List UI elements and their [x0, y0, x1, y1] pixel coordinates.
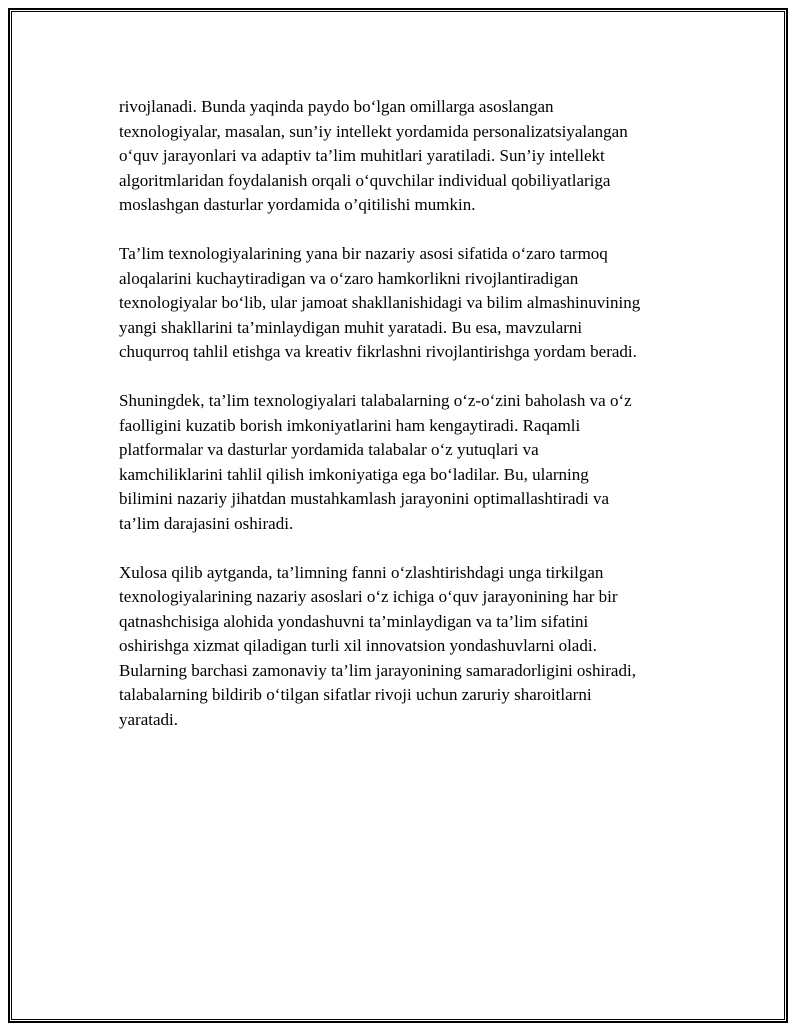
paragraph-4: Xulosa qilib aytganda, ta’limning fanni o‘zlashtirishdagi unga tirkilgan texnologiyalarining nazariy asoslari o‘z ichiga o‘quv jarayonining har bir qatnashchisiga alohida yondashuvni ta’minlaydigan va ta’lim sifatini oshirishga xizmat qiladigan turli xil innovatsion yondashuvlarni oladi. Bularning barchasi zamonaviy ta’lim jarayonining samaradorligini oshiradi, talabalarning bildirib o‘tilgan sifatlar rivoji uchun zaruriy sharoitlarni yaratadi. — [119, 562, 636, 729]
document-page — [8, 8, 788, 1023]
paragraph-3: Shuningdek, ta’lim texnologiyalari talabalarning o‘z-o‘zini baholash va o‘z faolligini kuzatib borish imkoniyatlarini ham kengaytiradi. Raqamli platformalar va dasturlar yordamida talabalar o‘z yutuqlari va kamchiliklarini tahlil qilish imkoniyatiga ega bo‘ladilar. Bu, ularning bilimini nazariy jihatdan mustahkamlash jarayonini optimallashtiradi va ta’lim darajasini oshiradi. — [119, 391, 632, 533]
paragraph-2: Ta’lim texnologiyalarining yana bir nazariy asosi sifatida o‘zaro tarmoq aloqalarini kuchaytiradigan va o‘zaro hamkorlikni rivojlantiradigan texnologiyalar bo‘lib, ular jamoat shakllanishidagi va bilim almashinuvining yangi shakllarini ta’minlaydigan muhit yaratadi. Bu esa, mavzularni chuqurroq tahlil etishga va kreativ fikrlashni rivojlantirishga yordam beradi. — [119, 244, 641, 361]
document-body — [119, 95, 719, 757]
paragraph-1: rivojlanadi. Bunda yaqinda paydo bo‘lgan omillarga asoslangan texnologiyalar, masalan, sun’iy intellekt yordamida personalizatsiyalangan o‘quv jarayonlari va adaptiv ta’lim muhitlari yaratiladi. Sun’iy intellekt algoritmlaridan foydalanish orqali o‘quvchilar individual qobiliyatlariga moslashgan dasturlar yordamida o’qitilishi mumkin. — [119, 97, 628, 214]
